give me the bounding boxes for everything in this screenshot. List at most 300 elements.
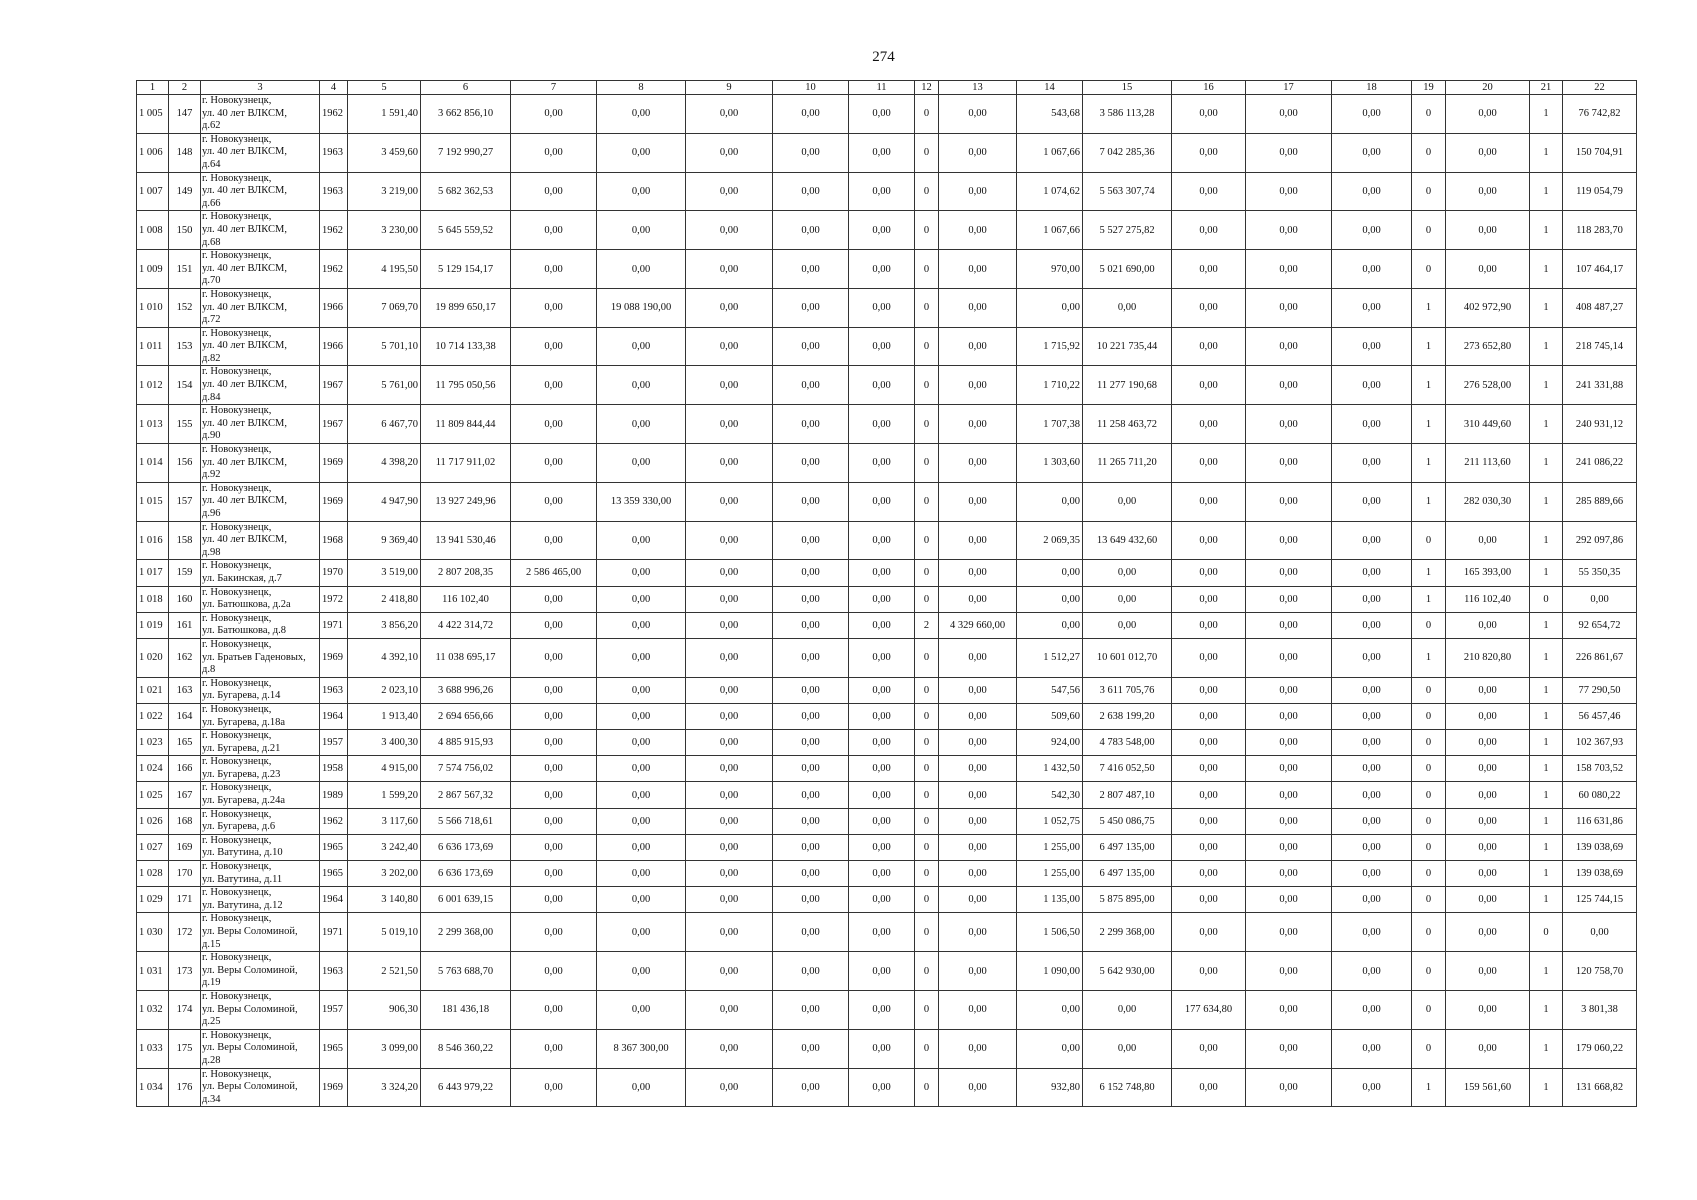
- address-line: ул. 40 лет ВЛКСМ,: [202, 185, 287, 197]
- cell-col-21: 1: [1530, 211, 1563, 250]
- cell-col-22: 125 744,15: [1563, 887, 1637, 913]
- cell-col-17: 0,00: [1246, 1068, 1332, 1107]
- address-line: ул. Веры Соломиной,: [202, 1081, 298, 1093]
- cell-col-21: 1: [1530, 730, 1563, 756]
- address-line: ул. Братьев Гаденовых,: [202, 651, 306, 663]
- cell-col-16: 0,00: [1172, 612, 1246, 638]
- cell-col-7: 0,00: [511, 990, 597, 1029]
- cell-col-8: 0,00: [597, 887, 686, 913]
- cell-col-18: 0,00: [1332, 1029, 1412, 1068]
- cell-col-14: 1 506,50: [1017, 913, 1083, 952]
- cell-col-5: 3 140,80: [348, 887, 421, 913]
- column-header-4: 4: [320, 81, 348, 95]
- cell-col-19: 1: [1412, 482, 1446, 521]
- cell-col-19: 0: [1412, 782, 1446, 808]
- cell-col-17: 0,00: [1246, 405, 1332, 444]
- cell-col-12: 0: [915, 366, 939, 405]
- cell-col-10: 0,00: [773, 677, 849, 703]
- cell-col-10: 0,00: [773, 288, 849, 327]
- cell-col-1: 1 021: [137, 677, 169, 703]
- cell-col-2: 160: [169, 586, 201, 612]
- cell-col-22: 92 654,72: [1563, 612, 1637, 638]
- cell-col-18: 0,00: [1332, 887, 1412, 913]
- cell-col-21: 1: [1530, 808, 1563, 834]
- table-row: [137, 913, 1637, 952]
- cell-col-10: 0,00: [773, 782, 849, 808]
- cell-col-20: 0,00: [1446, 990, 1530, 1029]
- cell-col-13: 0,00: [939, 782, 1017, 808]
- cell-col-13: 0,00: [939, 756, 1017, 782]
- cell-col-6: 5 566 718,61: [421, 808, 511, 834]
- cell-col-8: 0,00: [597, 366, 686, 405]
- address-line: ул. Ватутина, д.10: [202, 847, 283, 859]
- address-line: ул. 40 лет ВЛКСМ,: [202, 417, 287, 429]
- cell-col-5: 1 591,40: [348, 95, 421, 134]
- cell-col-17: 0,00: [1246, 95, 1332, 134]
- address-line: г. Новокузнецк,: [202, 834, 272, 846]
- cell-col-10: 0,00: [773, 560, 849, 586]
- cell-col-4: 1968: [320, 521, 348, 560]
- cell-col-19: 0: [1412, 1029, 1446, 1068]
- address-cell: [201, 288, 320, 327]
- cell-col-5: 3 117,60: [348, 808, 421, 834]
- table-row: [137, 133, 1637, 172]
- cell-col-2: 158: [169, 521, 201, 560]
- table-row: [137, 952, 1637, 991]
- address-line: г. Новокузнецк,: [202, 444, 272, 456]
- cell-col-6: 2 807 208,35: [421, 560, 511, 586]
- cell-col-21: 1: [1530, 172, 1563, 211]
- table-row: [137, 586, 1637, 612]
- address-line: г. Новокузнецк,: [202, 861, 272, 873]
- cell-col-19: 0: [1412, 133, 1446, 172]
- cell-col-19: 0: [1412, 612, 1446, 638]
- cell-col-17: 0,00: [1246, 211, 1332, 250]
- table-row: [137, 405, 1637, 444]
- cell-col-22: 55 350,35: [1563, 560, 1637, 586]
- column-header-14: 14: [1017, 81, 1083, 95]
- cell-col-11: 0,00: [849, 990, 915, 1029]
- cell-col-18: 0,00: [1332, 638, 1412, 677]
- cell-col-8: 0,00: [597, 952, 686, 991]
- cell-col-13: 0,00: [939, 990, 1017, 1029]
- cell-col-13: 0,00: [939, 913, 1017, 952]
- address-cell: [201, 952, 320, 991]
- table-row: [137, 482, 1637, 521]
- cell-col-9: 0,00: [686, 521, 773, 560]
- address-line: г. Новокузнецк,: [202, 808, 272, 820]
- cell-col-11: 0,00: [849, 703, 915, 729]
- cell-col-8: 0,00: [597, 1068, 686, 1107]
- cell-col-13: 0,00: [939, 444, 1017, 483]
- address-line: д.15: [202, 938, 221, 950]
- cell-col-7: 0,00: [511, 366, 597, 405]
- cell-col-2: 159: [169, 560, 201, 586]
- column-header-7: 7: [511, 81, 597, 95]
- table-row: [137, 288, 1637, 327]
- column-header-13: 13: [939, 81, 1017, 95]
- cell-col-6: 5 645 559,52: [421, 211, 511, 250]
- cell-col-22: 131 668,82: [1563, 1068, 1637, 1107]
- cell-col-19: 0: [1412, 756, 1446, 782]
- cell-col-13: 0,00: [939, 405, 1017, 444]
- cell-col-12: 0: [915, 482, 939, 521]
- cell-col-4: 1962: [320, 211, 348, 250]
- cell-col-15: 2 807 487,10: [1083, 782, 1172, 808]
- cell-col-21: 1: [1530, 834, 1563, 860]
- cell-col-6: 4 422 314,72: [421, 612, 511, 638]
- table-row: [137, 808, 1637, 834]
- cell-col-4: 1958: [320, 756, 348, 782]
- cell-col-1: 1 025: [137, 782, 169, 808]
- cell-col-8: 0,00: [597, 444, 686, 483]
- cell-col-5: 9 369,40: [348, 521, 421, 560]
- cell-col-20: 0,00: [1446, 887, 1530, 913]
- cell-col-19: 0: [1412, 211, 1446, 250]
- cell-col-1: 1 020: [137, 638, 169, 677]
- cell-col-6: 4 885 915,93: [421, 730, 511, 756]
- cell-col-9: 0,00: [686, 638, 773, 677]
- cell-col-11: 0,00: [849, 1068, 915, 1107]
- cell-col-10: 0,00: [773, 952, 849, 991]
- cell-col-15: 13 649 432,60: [1083, 521, 1172, 560]
- cell-col-16: 0,00: [1172, 730, 1246, 756]
- cell-col-9: 0,00: [686, 250, 773, 289]
- cell-col-11: 0,00: [849, 521, 915, 560]
- address-line: ул. 40 лет ВЛКСМ,: [202, 262, 287, 274]
- address-cell: [201, 861, 320, 887]
- cell-col-14: 1 710,22: [1017, 366, 1083, 405]
- cell-col-16: 0,00: [1172, 521, 1246, 560]
- cell-col-16: 0,00: [1172, 95, 1246, 134]
- cell-col-4: 1971: [320, 612, 348, 638]
- cell-col-15: 3 611 705,76: [1083, 677, 1172, 703]
- cell-col-21: 1: [1530, 288, 1563, 327]
- column-header-19: 19: [1412, 81, 1446, 95]
- cell-col-6: 116 102,40: [421, 586, 511, 612]
- cell-col-8: 0,00: [597, 521, 686, 560]
- cell-col-9: 0,00: [686, 1068, 773, 1107]
- cell-col-21: 1: [1530, 887, 1563, 913]
- cell-col-1: 1 006: [137, 133, 169, 172]
- cell-col-2: 147: [169, 95, 201, 134]
- cell-col-12: 0: [915, 834, 939, 860]
- cell-col-5: 4 392,10: [348, 638, 421, 677]
- cell-col-22: 119 054,79: [1563, 172, 1637, 211]
- address-line: г. Новокузнецк,: [202, 288, 272, 300]
- cell-col-1: 1 026: [137, 808, 169, 834]
- address-line: ул. Бугарева, д.24а: [202, 795, 286, 807]
- cell-col-18: 0,00: [1332, 586, 1412, 612]
- column-header-3: 3: [201, 81, 320, 95]
- cell-col-10: 0,00: [773, 913, 849, 952]
- cell-col-5: 3 202,00: [348, 861, 421, 887]
- cell-col-18: 0,00: [1332, 366, 1412, 405]
- cell-col-17: 0,00: [1246, 327, 1332, 366]
- address-line: д.25: [202, 1016, 221, 1028]
- table-row: [137, 834, 1637, 860]
- cell-col-1: 1 030: [137, 913, 169, 952]
- cell-col-7: 0,00: [511, 1068, 597, 1107]
- address-line: д.34: [202, 1093, 221, 1105]
- cell-col-4: 1963: [320, 133, 348, 172]
- cell-col-7: 0,00: [511, 612, 597, 638]
- cell-col-16: 0,00: [1172, 952, 1246, 991]
- cell-col-5: 3 519,00: [348, 560, 421, 586]
- cell-col-5: 1 599,20: [348, 782, 421, 808]
- cell-col-10: 0,00: [773, 211, 849, 250]
- cell-col-6: 11 809 844,44: [421, 405, 511, 444]
- cell-col-17: 0,00: [1246, 638, 1332, 677]
- cell-col-15: 0,00: [1083, 482, 1172, 521]
- cell-col-20: 0,00: [1446, 834, 1530, 860]
- cell-col-7: 0,00: [511, 703, 597, 729]
- cell-col-17: 0,00: [1246, 366, 1332, 405]
- cell-col-18: 0,00: [1332, 913, 1412, 952]
- cell-col-8: 0,00: [597, 612, 686, 638]
- cell-col-12: 0: [915, 703, 939, 729]
- cell-col-4: 1965: [320, 834, 348, 860]
- cell-col-10: 0,00: [773, 482, 849, 521]
- cell-col-8: 0,00: [597, 730, 686, 756]
- cell-col-6: 11 795 050,56: [421, 366, 511, 405]
- cell-col-19: 0: [1412, 990, 1446, 1029]
- cell-col-15: 7 416 052,50: [1083, 756, 1172, 782]
- cell-col-12: 0: [915, 913, 939, 952]
- cell-col-10: 0,00: [773, 703, 849, 729]
- cell-col-16: 0,00: [1172, 211, 1246, 250]
- cell-col-13: 0,00: [939, 521, 1017, 560]
- cell-col-4: 1989: [320, 782, 348, 808]
- cell-col-14: 1 090,00: [1017, 952, 1083, 991]
- address-line: д.64: [202, 158, 221, 170]
- cell-col-9: 0,00: [686, 444, 773, 483]
- cell-col-6: 11 038 695,17: [421, 638, 511, 677]
- cell-col-2: 175: [169, 1029, 201, 1068]
- cell-col-5: 6 467,70: [348, 405, 421, 444]
- cell-col-14: 1 067,66: [1017, 211, 1083, 250]
- column-header-22: 22: [1563, 81, 1637, 95]
- cell-col-14: 1 432,50: [1017, 756, 1083, 782]
- cell-col-18: 0,00: [1332, 808, 1412, 834]
- cell-col-10: 0,00: [773, 861, 849, 887]
- cell-col-1: 1 032: [137, 990, 169, 1029]
- cell-col-15: 5 527 275,82: [1083, 211, 1172, 250]
- cell-col-12: 0: [915, 133, 939, 172]
- cell-col-14: 1 074,62: [1017, 172, 1083, 211]
- cell-col-13: 0,00: [939, 211, 1017, 250]
- cell-col-8: 8 367 300,00: [597, 1029, 686, 1068]
- cell-col-21: 1: [1530, 677, 1563, 703]
- cell-col-19: 1: [1412, 444, 1446, 483]
- cell-col-2: 176: [169, 1068, 201, 1107]
- cell-col-8: 0,00: [597, 782, 686, 808]
- cell-col-11: 0,00: [849, 586, 915, 612]
- cell-col-19: 0: [1412, 172, 1446, 211]
- cell-col-11: 0,00: [849, 913, 915, 952]
- cell-col-10: 0,00: [773, 521, 849, 560]
- cell-col-19: 0: [1412, 703, 1446, 729]
- cell-col-7: 0,00: [511, 782, 597, 808]
- cell-col-11: 0,00: [849, 482, 915, 521]
- cell-col-13: 0,00: [939, 250, 1017, 289]
- cell-col-10: 0,00: [773, 405, 849, 444]
- address-line: ул. 40 лет ВЛКСМ,: [202, 223, 287, 235]
- cell-col-2: 164: [169, 703, 201, 729]
- cell-col-7: 0,00: [511, 834, 597, 860]
- cell-col-17: 0,00: [1246, 861, 1332, 887]
- cell-col-19: 1: [1412, 288, 1446, 327]
- cell-col-22: 107 464,17: [1563, 250, 1637, 289]
- cell-col-1: 1 022: [137, 703, 169, 729]
- cell-col-7: 0,00: [511, 482, 597, 521]
- cell-col-16: 0,00: [1172, 834, 1246, 860]
- cell-col-17: 0,00: [1246, 444, 1332, 483]
- cell-col-6: 6 636 173,69: [421, 861, 511, 887]
- cell-col-11: 0,00: [849, 861, 915, 887]
- cell-col-5: 2 023,10: [348, 677, 421, 703]
- cell-col-21: 1: [1530, 1068, 1563, 1107]
- cell-col-4: 1969: [320, 444, 348, 483]
- cell-col-17: 0,00: [1246, 612, 1332, 638]
- cell-col-14: 1 303,60: [1017, 444, 1083, 483]
- table-row: [137, 638, 1637, 677]
- column-header-18: 18: [1332, 81, 1412, 95]
- cell-col-1: 1 005: [137, 95, 169, 134]
- cell-col-20: 210 820,80: [1446, 638, 1530, 677]
- cell-col-20: 0,00: [1446, 521, 1530, 560]
- cell-col-14: 547,56: [1017, 677, 1083, 703]
- cell-col-12: 0: [915, 990, 939, 1029]
- cell-col-19: 1: [1412, 1068, 1446, 1107]
- cell-col-9: 0,00: [686, 95, 773, 134]
- cell-col-2: 171: [169, 887, 201, 913]
- address-line: д.8: [202, 664, 216, 676]
- address-line: д.90: [202, 430, 221, 442]
- cell-col-13: 0,00: [939, 586, 1017, 612]
- cell-col-2: 174: [169, 990, 201, 1029]
- address-line: г. Новокузнецк,: [202, 1029, 272, 1041]
- address-line: ул. Веры Соломиной,: [202, 1003, 298, 1015]
- cell-col-21: 1: [1530, 482, 1563, 521]
- cell-col-15: 6 152 748,80: [1083, 1068, 1172, 1107]
- cell-col-2: 153: [169, 327, 201, 366]
- address-cell: [201, 172, 320, 211]
- cell-col-4: 1962: [320, 808, 348, 834]
- cell-col-20: 0,00: [1446, 677, 1530, 703]
- cell-col-20: 402 972,90: [1446, 288, 1530, 327]
- address-line: г. Новокузнецк,: [202, 952, 272, 964]
- cell-col-16: 0,00: [1172, 1029, 1246, 1068]
- address-line: г. Новокузнецк,: [202, 327, 272, 339]
- address-line: г. Новокузнецк,: [202, 887, 272, 899]
- cell-col-11: 0,00: [849, 172, 915, 211]
- cell-col-19: 1: [1412, 405, 1446, 444]
- cell-col-9: 0,00: [686, 288, 773, 327]
- cell-col-9: 0,00: [686, 405, 773, 444]
- cell-col-18: 0,00: [1332, 952, 1412, 991]
- cell-col-10: 0,00: [773, 638, 849, 677]
- cell-col-6: 6 443 979,22: [421, 1068, 511, 1107]
- cell-col-13: 0,00: [939, 887, 1017, 913]
- address-line: д.92: [202, 469, 221, 481]
- cell-col-21: 1: [1530, 327, 1563, 366]
- cell-col-2: 152: [169, 288, 201, 327]
- cell-col-8: 0,00: [597, 703, 686, 729]
- address-line: ул. Ватутина, д.11: [202, 873, 283, 885]
- cell-col-8: 0,00: [597, 172, 686, 211]
- cell-col-12: 0: [915, 211, 939, 250]
- address-line: г. Новокузнецк,: [202, 405, 272, 417]
- cell-col-5: 906,30: [348, 990, 421, 1029]
- cell-col-13: 0,00: [939, 133, 1017, 172]
- cell-col-14: 1 255,00: [1017, 861, 1083, 887]
- cell-col-11: 0,00: [849, 612, 915, 638]
- address-cell: [201, 366, 320, 405]
- cell-col-15: 4 783 548,00: [1083, 730, 1172, 756]
- address-line: ул. Бугарева, д.18а: [202, 716, 286, 728]
- cell-col-11: 0,00: [849, 834, 915, 860]
- cell-col-12: 0: [915, 95, 939, 134]
- cell-col-19: 0: [1412, 95, 1446, 134]
- cell-col-22: 408 487,27: [1563, 288, 1637, 327]
- cell-col-18: 0,00: [1332, 521, 1412, 560]
- cell-col-7: 0,00: [511, 887, 597, 913]
- cell-col-14: 932,80: [1017, 1068, 1083, 1107]
- cell-col-13: 0,00: [939, 638, 1017, 677]
- cell-col-22: 118 283,70: [1563, 211, 1637, 250]
- cell-col-18: 0,00: [1332, 834, 1412, 860]
- cell-col-21: 1: [1530, 95, 1563, 134]
- cell-col-2: 162: [169, 638, 201, 677]
- cell-col-14: 1 512,27: [1017, 638, 1083, 677]
- cell-col-22: 292 097,86: [1563, 521, 1637, 560]
- cell-col-17: 0,00: [1246, 913, 1332, 952]
- cell-col-8: 0,00: [597, 95, 686, 134]
- cell-col-6: 3 688 996,26: [421, 677, 511, 703]
- column-header-10: 10: [773, 81, 849, 95]
- cell-col-6: 2 867 567,32: [421, 782, 511, 808]
- cell-col-11: 0,00: [849, 444, 915, 483]
- address-cell: [201, 444, 320, 483]
- cell-col-13: 0,00: [939, 834, 1017, 860]
- cell-col-8: 0,00: [597, 808, 686, 834]
- cell-col-4: 1964: [320, 887, 348, 913]
- cell-col-22: 116 631,86: [1563, 808, 1637, 834]
- cell-col-22: 3 801,38: [1563, 990, 1637, 1029]
- cell-col-4: 1972: [320, 586, 348, 612]
- cell-col-1: 1 023: [137, 730, 169, 756]
- cell-col-4: 1967: [320, 366, 348, 405]
- cell-col-22: 226 861,67: [1563, 638, 1637, 677]
- cell-col-16: 0,00: [1172, 913, 1246, 952]
- cell-col-17: 0,00: [1246, 172, 1332, 211]
- cell-col-5: 3 099,00: [348, 1029, 421, 1068]
- cell-col-2: 169: [169, 834, 201, 860]
- cell-col-20: 0,00: [1446, 133, 1530, 172]
- cell-col-21: 1: [1530, 560, 1563, 586]
- cell-col-14: 970,00: [1017, 250, 1083, 289]
- cell-col-9: 0,00: [686, 172, 773, 211]
- cell-col-22: 139 038,69: [1563, 834, 1637, 860]
- cell-col-1: 1 027: [137, 834, 169, 860]
- cell-col-19: 0: [1412, 521, 1446, 560]
- cell-col-19: 0: [1412, 677, 1446, 703]
- cell-col-1: 1 031: [137, 952, 169, 991]
- cell-col-19: 1: [1412, 638, 1446, 677]
- cell-col-1: 1 016: [137, 521, 169, 560]
- cell-col-13: 0,00: [939, 1068, 1017, 1107]
